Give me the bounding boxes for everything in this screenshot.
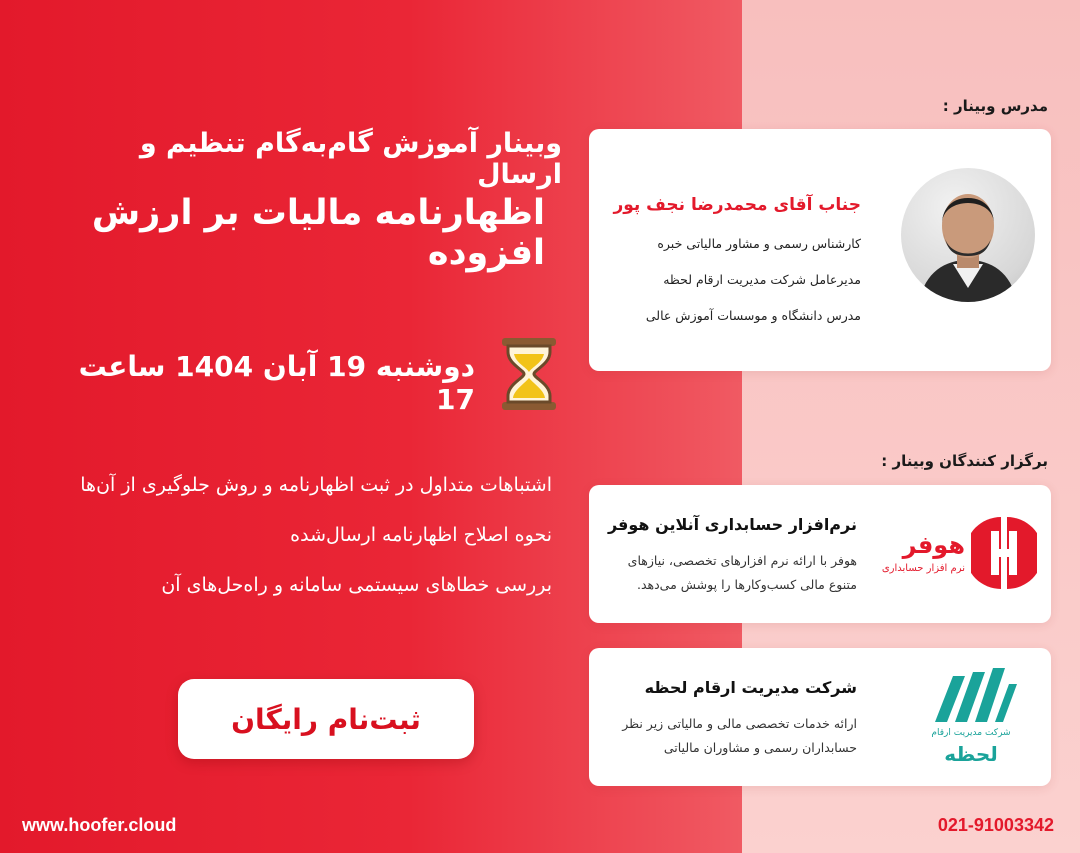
teacher-section-label: مدرس وبینار : — [942, 97, 1048, 115]
webinar-title-line1: وبینار آموزش گام‌به‌گام تنظیم و ارسال — [139, 128, 562, 190]
organizer-card-hoofer — [589, 485, 1051, 623]
organizer-title: نرم‌افزار حسابداری آنلاین هوفر — [607, 515, 857, 534]
teacher-portrait-icon — [901, 168, 1035, 302]
hoofer-logo-subtext: نرم افزار حسابداری — [881, 563, 965, 574]
hourglass-icon — [498, 336, 560, 412]
free-register-button[interactable]: ثبت‌نام رایگان — [178, 679, 474, 759]
organizer-desc: حسابداران رسمی و مشاوران مالیاتی — [663, 740, 857, 755]
hoofer-logo-text: هوفر — [902, 531, 965, 559]
arqam-logo-subtext: شرکت مدیریت ارقام — [931, 728, 1011, 738]
arqam-logo — [921, 664, 1021, 774]
topic-item: نحوه اصلاح اظهارنامه ارسال‌شده — [290, 524, 552, 546]
teacher-title: کارشناس رسمی و مشاور مالیاتی خبره — [657, 236, 861, 251]
topics-list — [12, 472, 552, 622]
teacher-title: مدیرعامل شرکت مدیریت ارقام لحظه — [663, 272, 861, 287]
webinar-date-time: دوشنبه 19 آبان 1404 ساعت 17 — [78, 350, 475, 416]
teacher-name: جناب آقای محمدرضا نجف پور — [613, 195, 861, 215]
hoofer-h-icon — [971, 513, 1037, 593]
organizers-section-label: برگزار کنندگان وبینار : — [881, 452, 1048, 470]
topic-item: اشتباهات متداول در ثبت اظهارنامه و روش جلوگیری از آن‌ها — [80, 474, 552, 496]
website-link[interactable]: www.hoofer.cloud — [22, 815, 177, 835]
teacher-title: مدرس دانشگاه و موسسات آموزش عالی — [645, 308, 861, 323]
arqam-bars-icon — [921, 664, 1021, 724]
phone-number: 021-91003342 — [937, 815, 1054, 835]
organizer-desc: متنوع مالی کسب‌وکارها را پوشش می‌دهد. — [636, 577, 857, 592]
organizer-card-arqam — [589, 648, 1051, 786]
topic-item: بررسی خطاهای سیستمی سامانه و راه‌حل‌های آن — [161, 574, 552, 596]
organizer-title: شرکت مدیریت ارقام لحظه — [644, 678, 857, 697]
teacher-avatar — [901, 168, 1035, 302]
hoofer-logo — [877, 513, 1037, 593]
webinar-title-line2: اظهارنامه مالیات بر ارزش افزوده — [91, 193, 545, 273]
organizer-desc: ارائه خدمات تخصصی مالی و مالیاتی زیر نظر — [622, 716, 857, 731]
arqam-logo-text: لحظه — [944, 742, 998, 766]
organizer-desc: هوفر با ارائه نرم افزارهای تخصصی، نیازهای — [627, 553, 857, 568]
